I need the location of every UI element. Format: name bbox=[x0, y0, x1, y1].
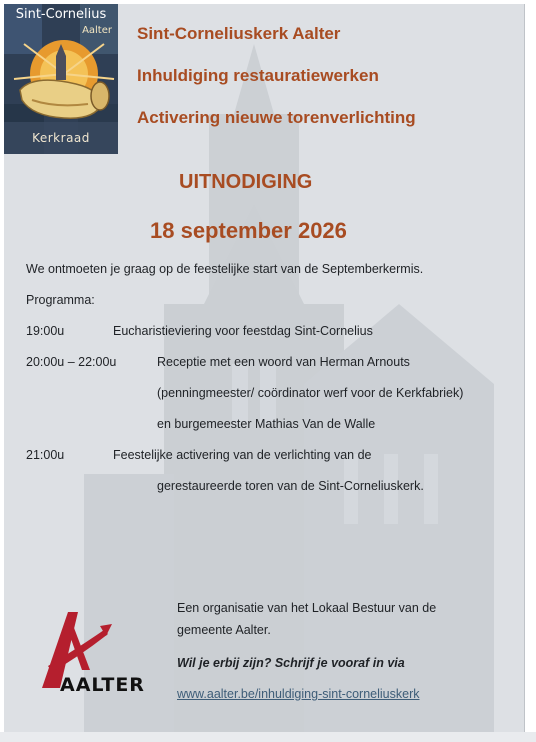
logo-title: Sint-Cornelius bbox=[15, 7, 107, 22]
event-heading-restoration: Inhuldiging restauratiewerken bbox=[137, 66, 379, 85]
invitation-title: UITNODIGING bbox=[179, 171, 313, 193]
program-desc-2-line-1: Receptie met een woord van Herman Arnouts bbox=[157, 355, 410, 369]
program-label: Programma: bbox=[26, 293, 95, 307]
event-date: 18 september 2026 bbox=[150, 218, 347, 243]
intro-text: We ontmoeten je graag op de feestelijke start van de Septemberkermis. bbox=[26, 262, 424, 276]
aalter-brand-text: AALTER bbox=[60, 674, 145, 696]
logo-footer: Kerkraad bbox=[32, 131, 90, 145]
church-name-heading: Sint-Corneliuskerk Aalter bbox=[137, 24, 341, 43]
program-time-1: 19:00u bbox=[26, 324, 65, 338]
program-desc-3-line-1: Feestelijke activering van de verlichting van de bbox=[113, 448, 372, 462]
page-bottom-strip bbox=[0, 732, 536, 742]
registration-link[interactable]: www.aalter.be/inhuldiging-sint-corneliuskerk bbox=[177, 687, 420, 701]
event-heading-lighting: Activering nieuwe torenverlichting bbox=[137, 108, 416, 127]
program-desc-3-line-2: gerestaureerde toren van de Sint-Corneliuskerk. bbox=[157, 479, 424, 493]
program-desc-1: Eucharistieviering voor feestdag Sint-Cornelius bbox=[113, 324, 373, 338]
registration-call-to-action: Wil je erbij zijn? Schrijf je vooraf in via bbox=[177, 656, 405, 670]
sint-cornelius-logo bbox=[4, 4, 118, 154]
organizer-text-line-2: gemeente Aalter. bbox=[177, 623, 271, 637]
program-time-3: 21:00u bbox=[26, 448, 65, 462]
organizer-text-line-1: Een organisatie van het Lokaal Bestuur van de bbox=[177, 601, 437, 615]
logo-subtitle: Aalter bbox=[82, 25, 112, 36]
page-edge-divider bbox=[524, 4, 525, 732]
invitation-page bbox=[4, 4, 524, 732]
program-time-2: 20:00u – 22:00u bbox=[26, 355, 117, 369]
program-desc-2-line-2: (penningmeester/ coördinator werf voor de Kerkfabriek) bbox=[157, 386, 464, 400]
program-desc-2-line-3: en burgemeester Mathias Van de Walle bbox=[157, 417, 376, 431]
